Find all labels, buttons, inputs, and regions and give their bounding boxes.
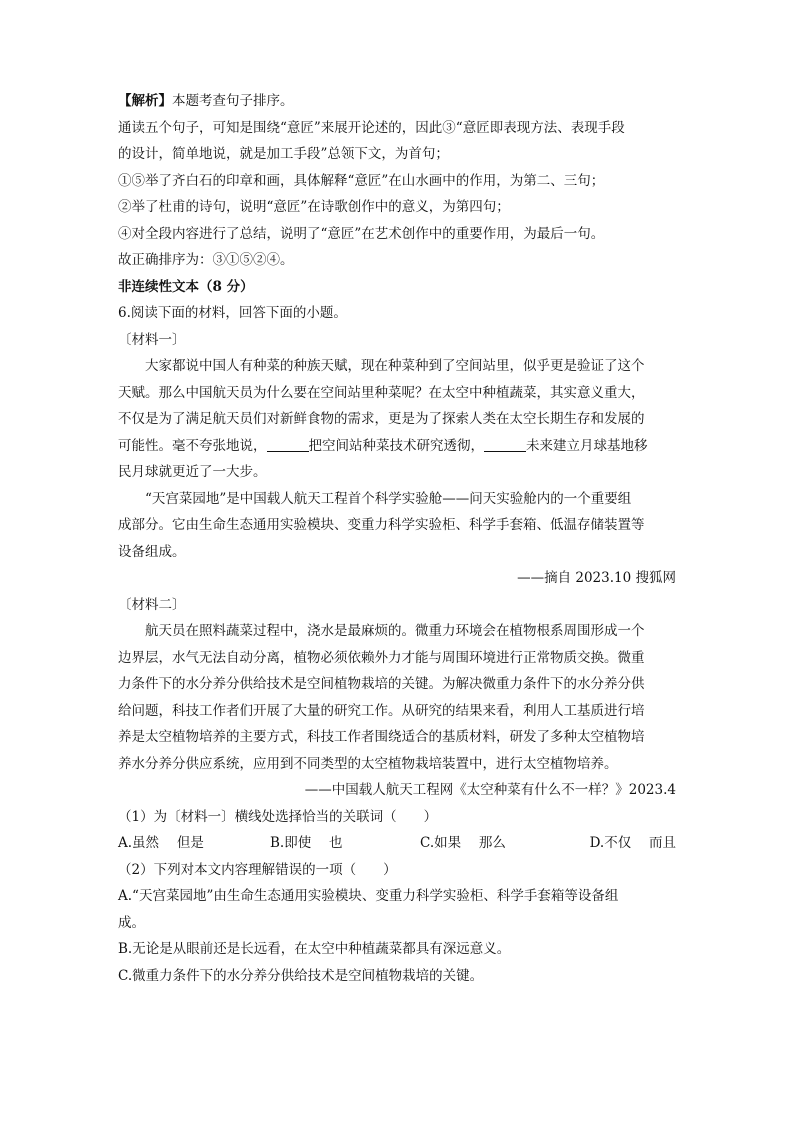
material1-p1-line: 民月球就更近了一大步。 xyxy=(118,464,267,480)
analysis-answer: 故正确排序为：③①⑤②④。 xyxy=(118,252,294,268)
analysis-line-5: ②举了杜甫的诗句，说明“意匠”在诗歌创作中的意义，为第四句； xyxy=(118,199,510,215)
material2-p1-line: 力条件下的水分养分供给技术是空间植物栽培的关键。为解决微重力条件下的水分养分供 xyxy=(118,676,645,692)
material1-p1-line: 不仅是为了满足航天员们对新鲜食物的需求，更是为了探索人类在太空长期生存和发展的 xyxy=(118,411,645,427)
q2-option-a-line: 成。 xyxy=(118,914,145,931)
analysis-line-2: 通读五个句子，可知是围绕“意匠”来展开论述的，因此③“意匠即表现方法、表现手段 xyxy=(118,119,625,136)
material2-p1-line: 给问题，科技工作者们开展了大量的研究工作。从研究的结果来看，利用人工基质进行培 xyxy=(118,702,645,719)
section-title: 非连续性文本（8 分） xyxy=(118,278,254,295)
q1-option-d: D.不仅 而且 xyxy=(589,835,676,851)
material1-source: ——摘自 2023.10 搜狐网 xyxy=(517,570,676,586)
analysis-line-4: ①⑤举了齐白石的印章和画，具体解释“意匠”在山水画中的作用，为第二、三句； xyxy=(118,172,605,189)
document-page xyxy=(118,88,676,989)
material1-p1-line: 天赋。那么中国航天员为什么要在空间站里种菜呢？在太空中种植蔬菜，其实意义重大， xyxy=(118,384,645,401)
material2-p1-line: 边界层，水气无法自动分离，植物必须依赖外力才能与周围环境进行正常物质交换。微重 xyxy=(118,649,645,666)
fill-blank-2 xyxy=(484,437,526,452)
question-intro: 6.阅读下面的材料，回答下面的小题。 xyxy=(118,305,347,321)
fill-blank-1 xyxy=(267,437,309,452)
material1-p1-line-blanks: 可能性。毫不夸张地说， 把空间站种菜技术研究透彻， 未来建立月球基地移 xyxy=(118,437,648,454)
material1-label: 〔材料一〕 xyxy=(118,331,186,348)
material1-p2-line: 成部分。它由生命生态通用实验模块、变重力科学实验柜、科学手套箱、低温存储装置等 xyxy=(118,517,645,533)
material2-p1-line: 养是太空植物培养的主要方式，科技工作者围绕适合的基质材料，研发了多种太空植物培 xyxy=(118,729,645,745)
q2-option-b: B.无论是从眼前还是长远看，在太空中种植蔬菜都具有深远意义。 xyxy=(118,941,511,957)
q1-option-b: B.即使 也 xyxy=(270,835,343,851)
q2-option-c: C.微重力条件下的水分养分供给技术是空间植物栽培的关键。 xyxy=(118,967,484,984)
material2-p1-line: 航天员在照料蔬菜过程中，浇水是最麻烦的。微重力环境会在植物根系周围形成一个 xyxy=(145,623,645,639)
material2-source: ——中国载人航天工程网《太空种菜有什么不一样？》2023.4 xyxy=(304,782,676,798)
material2-label: 〔材料二〕 xyxy=(118,596,186,613)
q1-stem: （1）为〔材料一〕横线处选择恰当的关联词（ ） xyxy=(118,808,438,825)
material2-p1-line: 养水分养分供应系统，应用到不同类型的太空植物栽培装置中，进行太空植物培养。 xyxy=(118,755,618,772)
material1-p2-line: “天宫菜园地”是中国载人航天工程首个科学实验舱——问天实验舱内的一个重要组 xyxy=(145,490,632,507)
analysis-line-1: 【解析】本题考查句子排序。 xyxy=(118,93,294,109)
q1-option-c: C.如果 那么 xyxy=(420,835,506,851)
analysis-head: 【解析】 xyxy=(118,93,172,109)
material1-p2-line: 设备组成。 xyxy=(118,543,186,560)
analysis-line-3: 的设计，简单地说，就是加工手段”总领下文，为首句； xyxy=(118,146,449,162)
material1-p1-line: 大家都说中国人有种菜的种族天赋，现在种菜种到了空间站里，似乎更是验证了这个 xyxy=(145,358,645,374)
q2-option-a-line: A.“天宫菜园地”由生命生态通用实验模块、变重力科学实验柜、科学手套箱等设备组 xyxy=(118,888,619,904)
q1-options xyxy=(118,830,676,857)
q1-option-a: A.虽然 但是 xyxy=(118,835,204,851)
analysis-line-6: ④对全段内容进行了总结，说明了“意匠”在艺术创作中的重要作用，为最后一句。 xyxy=(118,225,605,242)
q2-stem: （2）下列对本文内容理解错误的一项（ ） xyxy=(118,861,397,878)
